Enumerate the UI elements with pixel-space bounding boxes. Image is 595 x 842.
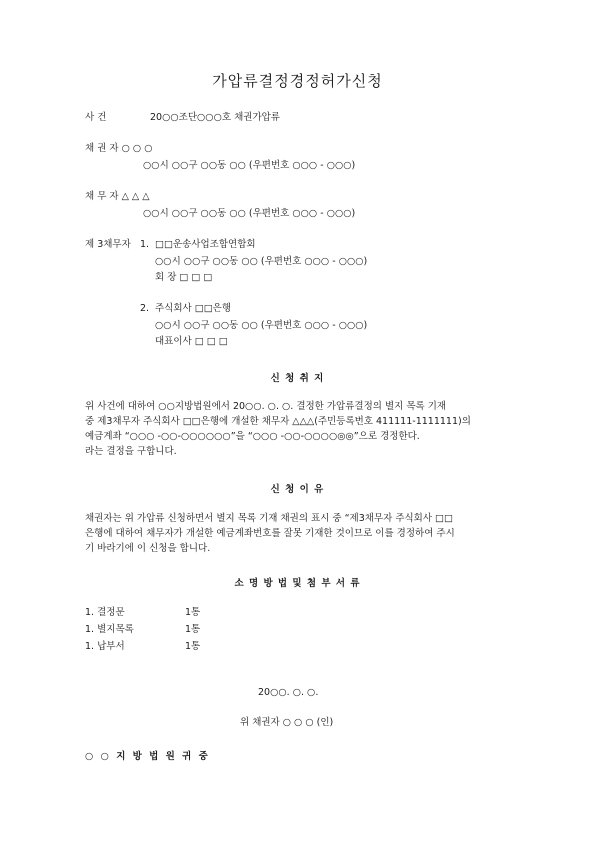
evidence-item-name: 1. 별지목록 xyxy=(85,624,134,635)
purpose-line: 위 사건에 대하여 ○○지방법원에서 20○○. ○. ○. 결정한 가압류결정의 별지 목록 기재 xyxy=(85,401,447,412)
purpose-heading: 신 청 취 지 xyxy=(270,373,325,384)
evidence-item-name: 1. 결정문 xyxy=(85,607,125,618)
reason-line: 은행에 대하여 채무자가 개설한 예금계좌번호를 잘못 기재한 것이므로 이를 경정하여 주시 xyxy=(85,528,455,539)
reason-heading: 신 청 이 유 xyxy=(270,484,325,495)
purpose-line: 라는 결정을 구합니다. xyxy=(85,446,177,457)
document-title: 가압류결정경정허가신청 xyxy=(212,72,383,90)
third-party-1-num: 1. xyxy=(140,239,150,250)
third-party-1-rep: 회 장 □ □ □ xyxy=(155,272,213,283)
case-value: 20○○조단○○○호 채권가압류 xyxy=(150,112,280,123)
reason-line: 채권자는 위 가압류 신청하면서 별지 목록 기재 채권의 표시 중 “제3채무자 주식회사 □□ xyxy=(85,513,453,524)
signature-line: 위 채권자 ○ ○ ○ (인) xyxy=(240,717,334,728)
evidence-item-count: 1통 xyxy=(185,624,201,635)
third-party-2-rep: 대표이사 □ □ □ xyxy=(155,336,228,347)
debtor-label: 채 무 자 △ △ △ xyxy=(85,191,150,202)
case-label: 사 건 xyxy=(85,112,107,123)
document-date: 20○○. ○. ○. xyxy=(258,687,319,698)
debtor-address: ○○시 ○○구 ○○동 ○○ (우편번호 ○○○ - ○○○) xyxy=(143,208,356,219)
third-party-label: 제 3채무자 xyxy=(85,239,131,250)
evidence-item-count: 1통 xyxy=(185,607,201,618)
third-party-1-name: □□운송사업조합연합회 xyxy=(155,239,256,250)
creditor-label: 채 권 자 ○ ○ ○ xyxy=(85,143,153,154)
third-party-2-name: 주식회사 □□은행 xyxy=(155,303,232,314)
evidence-item-count: 1통 xyxy=(185,641,201,652)
reason-paragraph xyxy=(85,511,515,556)
court-addressee: ○ ○ 지 방 법 원 귀 중 xyxy=(85,751,210,762)
purpose-paragraph xyxy=(85,399,515,459)
purpose-line: 중 제3채무자 주식회사 □□은행에 개설한 채무자 △△△(주민등록번호 411111-1111111)의 xyxy=(85,416,471,427)
third-party-2-num: 2. xyxy=(140,303,150,314)
reason-line: 기 바라기에 이 신청을 합니다. xyxy=(85,543,211,554)
creditor-address: ○○시 ○○구 ○○동 ○○ (우편번호 ○○○ - ○○○) xyxy=(143,160,356,171)
third-party-2-address: ○○시 ○○구 ○○동 ○○ (우편번호 ○○○ - ○○○) xyxy=(155,320,368,331)
evidence-heading: 소 명 방 법 및 첨 부 서 류 xyxy=(234,578,361,589)
purpose-line: 예금계좌 “○○○ -○○-○○○○○○”을 “○○○ -○○-○○○○◎◎”으로 경정한다. xyxy=(85,431,420,442)
evidence-item-name: 1. 납부서 xyxy=(85,641,125,652)
third-party-1-address: ○○시 ○○구 ○○동 ○○ (우편번호 ○○○ - ○○○) xyxy=(155,256,368,267)
